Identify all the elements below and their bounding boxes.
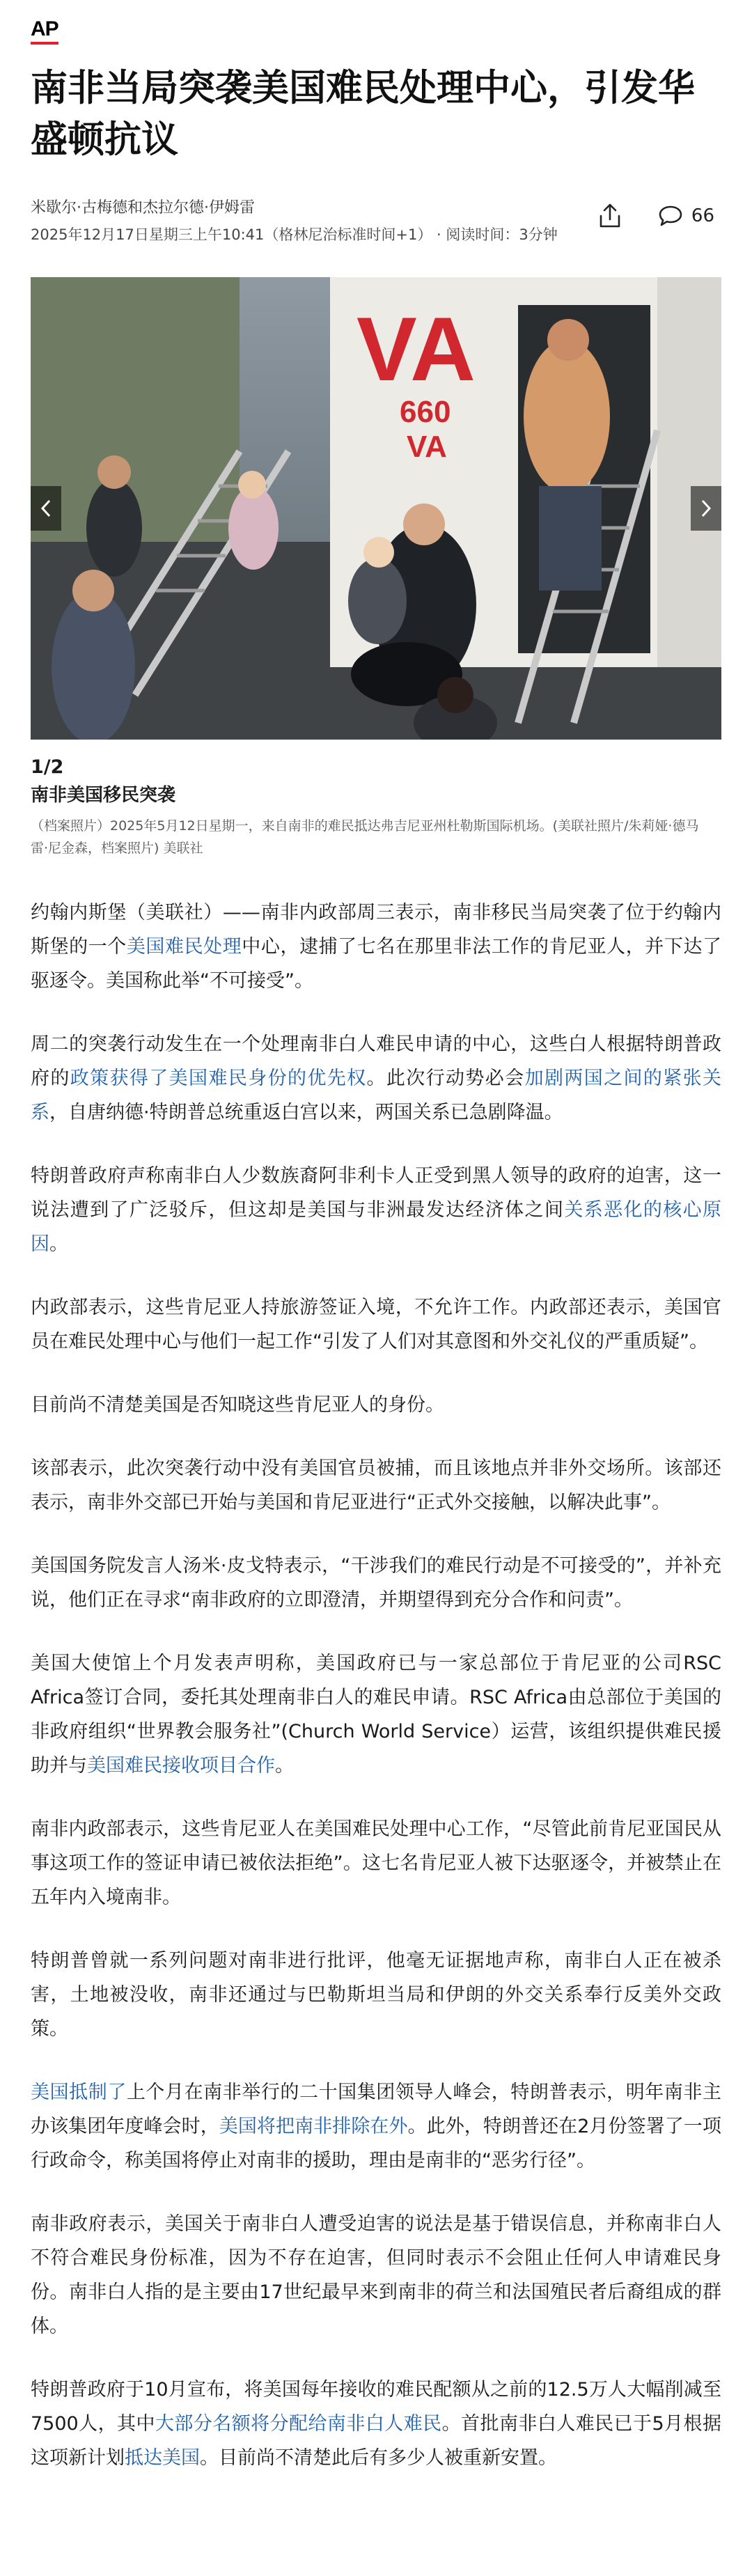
paragraph-7: 美国国务院发言人汤米·皮戈特表示，“干涉我们的难民行动是不可接受的”，并补充说，他们正在寻求“南非政府的立即澄清，并期望得到充分合作和问责”。 bbox=[31, 1555, 721, 1611]
paragraph-10: 特朗普曾就一系列问题对南非进行批评，他毫无证据地声称，南非白人正在被杀害，土地被没收，南非还通过与巴勒斯坦当局和伊朗的外交关系奉行反美外交政策。 bbox=[31, 1950, 721, 2040]
gallery-photo bbox=[31, 277, 721, 740]
caption-title: 南非美国移民突袭 bbox=[31, 785, 176, 806]
sign-text-va-small: VA bbox=[407, 430, 447, 464]
comments-button[interactable] bbox=[658, 205, 714, 227]
chevron-right-icon bbox=[700, 499, 712, 517]
sign-text-va: VA bbox=[357, 298, 476, 400]
comment-count: 66 bbox=[691, 205, 714, 226]
paragraph-6: 该部表示，此次突袭行动中没有美国官员被捕，而且该地点并非外交场所。该部还表示，南非外交部已开始与美国和肯尼亚进行“正式外交接触，以解决此事”。 bbox=[31, 1458, 721, 1513]
paragraph-1: 约翰内斯堡（美联社）——南非内政部周三表示，南非移民当局突袭了位于约翰内斯堡的一个美国难民处理中心，逮捕了七名在那里非法工作的肯尼亚人，并下达了驱逐令。美国称此举“不可接受”。 bbox=[31, 902, 722, 992]
comment-icon bbox=[658, 205, 683, 227]
link-relations-deterioration[interactable]: 关系恶化的核心原因 bbox=[31, 1199, 722, 1255]
photo-gallery[interactable] bbox=[31, 277, 721, 740]
paragraph-5: 目前尚不清楚美国是否知晓这些肯尼亚人的身份。 bbox=[31, 1394, 444, 1416]
paragraph-12: 南非政府表示，美国关于南非白人遭受迫害的说法是基于错误信息，并称南非白人不符合难民身份标准，因为不存在迫害，但同时表示不会阻止任何人申请难民身份。南非白人指的是主要由17世纪最早来到南非的荷兰和法国殖民者后裔组成的群体。 bbox=[31, 2213, 721, 2337]
ap-logo[interactable]: AP bbox=[31, 18, 58, 45]
link-us-boycott[interactable]: 美国抵制了 bbox=[31, 2082, 127, 2103]
brand-header bbox=[31, 0, 721, 60]
headline: 南非当局突袭美国难民处理中心，引发华盛顿抗议 bbox=[31, 67, 695, 161]
paragraph-11: 美国抵制了上个月在南非举行的二十国集团领导人峰会，特朗普表示，明年南非主办该集团年度峰会时，美国将把南非排除在外。此外，特朗普还在2月份签署了一项行政命令，称美国将停止对南非的援助，理由是南非的“恶劣行径”。 bbox=[31, 2082, 722, 2171]
sign-text-number: 660 bbox=[400, 395, 451, 429]
gallery-next-button[interactable] bbox=[691, 486, 721, 531]
gallery-counter: 1/2 bbox=[31, 756, 64, 778]
link-arrived-us[interactable]: 抵达美国 bbox=[125, 2447, 200, 2469]
paragraph-3: 特朗普政府声称南非白人少数族裔阿非利卡人正受到黑人领导的政府的迫害，这一说法遭到了广泛驳斥，但这却是美国与非洲最发达经济体之间关系恶化的核心原因。 bbox=[31, 1165, 722, 1255]
paragraph-9: 南非内政部表示，这些肯尼亚人在美国难民处理中心工作，“尽管此前肯尼亚国民从事这项工作的签证申请已被依法拒绝”。这七名肯尼亚人被下达驱逐令，并被禁止在五年内入境南非。 bbox=[31, 1818, 721, 1908]
paragraph-4: 内政部表示，这些肯尼亚人持旅游签证入境，不允许工作。内政部还表示，美国官员在难民处理中心与他们一起工作“引发了人们对其意图和外交礼仪的严重质疑”。 bbox=[31, 1297, 721, 1352]
caption-text: （档案照片）2025年5月12日星期一，来自南非的难民抵达弗吉尼亚州杜勒斯国际机场。(美联社照片/朱莉娅·德马雷·尼金森，档案照片) 美联社 bbox=[31, 818, 699, 856]
article-meta bbox=[31, 195, 721, 259]
dateline: 2025年12月17日星期三上午10:41（格林尼治标准时间+1） · 阅读时间：3分钟 bbox=[31, 226, 558, 243]
chevron-left-icon bbox=[40, 499, 52, 517]
link-quota-allocation[interactable]: 大部分名额将分配给南非白人难民 bbox=[155, 2413, 442, 2435]
gallery-prev-button[interactable] bbox=[31, 486, 61, 531]
link-tensions[interactable]: 加剧两国之间的紧张关系 bbox=[31, 1068, 722, 1123]
article-body bbox=[31, 896, 721, 2475]
link-exclude-south-africa[interactable]: 美国将把南非排除在外 bbox=[219, 2116, 408, 2137]
paragraph-2: 周二的突袭行动发生在一个处理南非白人难民申请的中心，这些白人根据特朗普政府的政策获得了美国难民身份的优先权。此次行动势必会加剧两国之间的紧张关系，自唐纳德·特朗普总统重返白宫以来，两国关系已急剧降温。 bbox=[31, 1033, 722, 1123]
byline[interactable]: 米歇尔·古梅德和杰拉尔德·伊姆雷 bbox=[31, 199, 255, 217]
link-us-refugee-admissions[interactable]: 美国难民接收项目合作 bbox=[87, 1755, 275, 1777]
link-refugee-priority-policy[interactable]: 政策获得了美国难民身份的优先权 bbox=[70, 1068, 367, 1089]
link-us-refugee-processing[interactable]: 美国难民处理 bbox=[126, 936, 242, 958]
paragraph-13: 特朗普政府于10月宣布，将美国每年接收的难民配额从之前的12.5万人大幅削减至7500人，其中大部分名额将分配给南非白人难民。首批南非白人难民已于5月根据这项新计划抵达美国。目前尚不清楚此后有多少人被重新安置。 bbox=[31, 2379, 722, 2469]
paragraph-8: 美国大使馆上个月发表声明称，美国政府已与一家总部位于肯尼亚的公司RSC Africa签订合同，委托其处理南非白人的难民申请。RSC Africa由总部位于美国的非政府组织“世界教会服务社”(Church World Service）运营，该组织提供难民援助并与美国难民接收项目合作。 bbox=[31, 1653, 721, 1777]
share-icon[interactable] bbox=[598, 203, 622, 228]
